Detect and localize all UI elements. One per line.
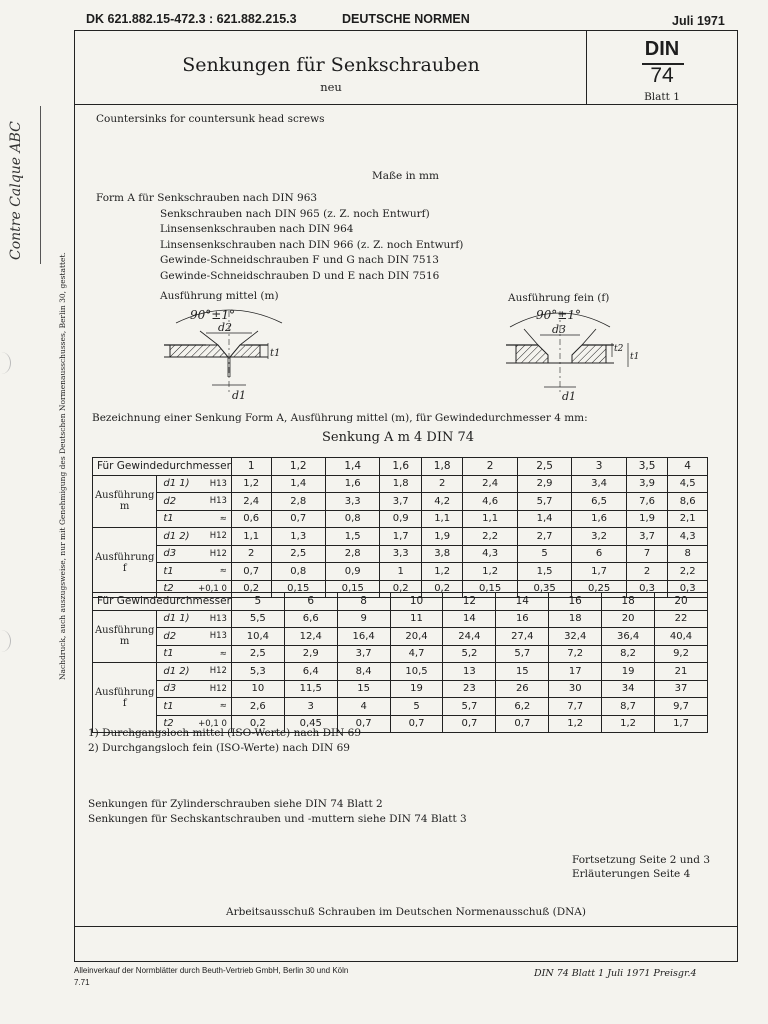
- execution-group-label: Ausführung m: [93, 475, 157, 528]
- value-cell: 9,2: [655, 645, 708, 663]
- designation-text: Bezeichnung einer Senkung Form A, Ausführung mittel (m), für Gewindedurchmesser 4 mm:: [92, 412, 588, 424]
- value-cell: 0,7: [390, 715, 443, 733]
- tolerance-cell: ≈: [192, 645, 231, 663]
- value-cell: 4,7: [390, 645, 443, 663]
- value-cell: 16: [496, 610, 549, 628]
- table-row: [93, 663, 708, 681]
- value-cell: 1,2: [421, 563, 462, 581]
- dimension-symbol: t1: [157, 645, 192, 663]
- value-cell: 2,8: [271, 493, 325, 511]
- diagram-angle-label: 90°±1°: [536, 308, 581, 322]
- value-cell: 0,35: [517, 580, 571, 598]
- value-cell: 34: [602, 680, 655, 698]
- value-cell: 9: [337, 610, 390, 628]
- diagram-d1-label: d1: [562, 390, 577, 403]
- dimension-symbol: t2: [157, 580, 192, 598]
- value-cell: 1,2: [463, 563, 517, 581]
- dimension-table-small: [92, 457, 708, 598]
- value-cell: 3: [284, 698, 337, 716]
- table-row: [93, 680, 708, 698]
- dimension-symbol: d2: [157, 628, 192, 646]
- form-a-label: Form A für: [96, 192, 154, 204]
- diagram-d2-label: d2: [218, 321, 233, 334]
- value-cell: 1,3: [271, 528, 325, 546]
- value-cell: 8: [668, 545, 708, 563]
- value-cell: 1,2: [549, 715, 602, 733]
- diameter-header-cell: 6: [284, 593, 337, 611]
- value-cell: 0,2: [380, 580, 421, 598]
- value-cell: 24,4: [443, 628, 496, 646]
- value-cell: 5,7: [517, 493, 571, 511]
- value-cell: 7: [626, 545, 667, 563]
- value-cell: 0,6: [231, 510, 271, 528]
- form-a-list: [96, 191, 463, 284]
- value-cell: 0,25: [572, 580, 626, 598]
- value-cell: 0,7: [337, 715, 390, 733]
- value-cell: 2,6: [231, 698, 284, 716]
- handwritten-note: Contre Calque ABC: [8, 121, 24, 260]
- value-cell: 1,9: [421, 528, 462, 546]
- value-cell: 10: [231, 680, 284, 698]
- value-cell: 2,4: [463, 475, 517, 493]
- footnote-2: 2) Durchgangsloch fein (ISO-Werte) nach DIN 69: [88, 742, 350, 754]
- tolerance-cell: H12: [192, 528, 231, 546]
- table-row: [93, 628, 708, 646]
- diameter-header-cell: 10: [390, 593, 443, 611]
- value-cell: 0,8: [271, 563, 325, 581]
- table-header-row: [93, 458, 708, 476]
- value-cell: 0,45: [284, 715, 337, 733]
- punch-hole-mark: [0, 630, 11, 652]
- value-cell: 13: [443, 663, 496, 681]
- value-cell: 8,7: [602, 698, 655, 716]
- value-cell: 2,2: [463, 528, 517, 546]
- tolerance-cell: H13: [192, 610, 231, 628]
- sheet-footer-ref: DIN 74 Blatt 1 Juli 1971 Preisgr.4: [534, 968, 697, 979]
- value-cell: 4,6: [463, 493, 517, 511]
- value-cell: 8,2: [602, 645, 655, 663]
- tolerance-cell: +0,1 0: [192, 715, 231, 733]
- table-row: [93, 510, 708, 528]
- value-cell: 3,9: [626, 475, 667, 493]
- countersink-fein-diagram: [496, 303, 646, 403]
- diagram-t2-label: t2: [614, 344, 624, 354]
- value-cell: 1,2: [231, 475, 271, 493]
- value-cell: 19: [602, 663, 655, 681]
- value-cell: 5,5: [231, 610, 284, 628]
- tolerance-cell: H12: [192, 680, 231, 698]
- value-cell: 17: [549, 663, 602, 681]
- value-cell: 4,3: [463, 545, 517, 563]
- value-cell: 26: [496, 680, 549, 698]
- value-cell: 1,5: [325, 528, 379, 546]
- execution-group-label: Ausführung f: [93, 663, 157, 733]
- form-a-item: Gewinde-Schneidschrauben F und G nach DIN 7513: [160, 254, 439, 266]
- diameter-header-cell: 1,4: [325, 458, 379, 476]
- table-row: [93, 610, 708, 628]
- value-cell: 1: [380, 563, 421, 581]
- value-cell: 5,2: [443, 645, 496, 663]
- value-cell: 27,4: [496, 628, 549, 646]
- value-cell: 7,2: [549, 645, 602, 663]
- value-cell: 2: [626, 563, 667, 581]
- value-cell: 2,5: [271, 545, 325, 563]
- value-cell: 32,4: [549, 628, 602, 646]
- value-cell: 5,7: [496, 645, 549, 663]
- diameter-header-cell: 1,2: [271, 458, 325, 476]
- diagram-t1-label: t1: [270, 348, 281, 359]
- dimension-symbol: d1 1): [157, 610, 192, 628]
- countersink-mittel-diagram: [160, 303, 290, 403]
- reprint-notice: Nachdruck, auch auszugsweise, nur mit Genehmigung des Deutschen Normenausschusses, Berlin 30, gestattet.: [58, 252, 67, 680]
- value-cell: 5: [390, 698, 443, 716]
- value-cell: 8,4: [337, 663, 390, 681]
- value-cell: 7,7: [549, 698, 602, 716]
- value-cell: 1,6: [572, 510, 626, 528]
- value-cell: 1,1: [421, 510, 462, 528]
- value-cell: 7,6: [626, 493, 667, 511]
- dimension-symbol: d3: [157, 680, 192, 698]
- din-label: DIN: [644, 38, 680, 60]
- table-row: [93, 545, 708, 563]
- value-cell: 0,15: [325, 580, 379, 598]
- value-cell: 36,4: [602, 628, 655, 646]
- value-cell: 19: [390, 680, 443, 698]
- value-cell: 4,3: [668, 528, 708, 546]
- value-cell: 2,2: [668, 563, 708, 581]
- value-cell: 22: [655, 610, 708, 628]
- value-cell: 3,7: [337, 645, 390, 663]
- dimension-symbol: t1: [157, 510, 192, 528]
- diameter-header-cell: 1,8: [421, 458, 462, 476]
- dimension-symbol: d1 2): [157, 528, 192, 546]
- issue-date: Juli 1971: [672, 14, 725, 28]
- value-cell: 11,5: [284, 680, 337, 698]
- diameter-header-cell: 2,5: [517, 458, 571, 476]
- value-cell: 16,4: [337, 628, 390, 646]
- value-cell: 2,7: [517, 528, 571, 546]
- value-cell: 1,7: [655, 715, 708, 733]
- value-cell: 12,4: [284, 628, 337, 646]
- value-cell: 6,2: [496, 698, 549, 716]
- value-cell: 3,3: [380, 545, 421, 563]
- reference-blatt-2: Senkungen für Zylinderschrauben siehe DIN 74 Blatt 2: [88, 798, 383, 810]
- table-header-row: [93, 593, 708, 611]
- form-a-item: Senkschrauben nach DIN 965 (z. Z. noch Entwurf): [160, 207, 430, 220]
- diameter-header-cell: 2: [463, 458, 517, 476]
- dimension-symbol: d1 2): [157, 663, 192, 681]
- value-cell: 6,6: [284, 610, 337, 628]
- value-cell: 2: [231, 545, 271, 563]
- value-cell: 0,15: [463, 580, 517, 598]
- diameter-header-cell: 1,6: [380, 458, 421, 476]
- value-cell: 21: [655, 663, 708, 681]
- diameter-header-cell: 1: [231, 458, 271, 476]
- value-cell: 3,2: [572, 528, 626, 546]
- tolerance-cell: H13: [192, 475, 231, 493]
- value-cell: 3,8: [421, 545, 462, 563]
- value-cell: 11: [390, 610, 443, 628]
- value-cell: 4: [337, 698, 390, 716]
- form-a-item: Linsensenkschrauben nach DIN 964: [160, 223, 354, 235]
- diameter-header-cell: 8: [337, 593, 390, 611]
- diameter-header-cell: 18: [602, 593, 655, 611]
- dimension-symbol: t2: [157, 715, 192, 733]
- title-divider: [74, 104, 738, 105]
- value-cell: 1,6: [325, 475, 379, 493]
- diagram-t1-label: t1: [630, 352, 640, 362]
- value-cell: 3,7: [380, 493, 421, 511]
- diameter-header-cell: 4: [668, 458, 708, 476]
- footnote-1: 1) Durchgangsloch mittel (ISO-Werte) nach DIN 69: [88, 727, 362, 739]
- publisher-label: DEUTSCHE NORMEN: [342, 12, 470, 26]
- tolerance-cell: ≈: [192, 563, 231, 581]
- value-cell: 23: [443, 680, 496, 698]
- value-cell: 0,3: [626, 580, 667, 598]
- value-cell: 2: [421, 475, 462, 493]
- diameter-header-cell: 12: [443, 593, 496, 611]
- table-header-label: Für Gewindedurchmesser: [93, 458, 232, 476]
- value-cell: 20: [602, 610, 655, 628]
- value-cell: 0,8: [325, 510, 379, 528]
- value-cell: 1,8: [380, 475, 421, 493]
- table-row: [93, 645, 708, 663]
- execution-group-label: Ausführung m: [93, 610, 157, 663]
- punch-hole-mark: [0, 352, 11, 374]
- diameter-header-cell: 3: [572, 458, 626, 476]
- tolerance-cell: H12: [192, 545, 231, 563]
- value-cell: 0,2: [421, 580, 462, 598]
- value-cell: 4,5: [668, 475, 708, 493]
- continuation-note: Fortsetzung Seite 2 und 3: [572, 854, 711, 866]
- dimension-symbol: d1 1): [157, 475, 192, 493]
- committee-line: Arbeitsausschuß Schrauben im Deutschen Normenausschuß (DNA): [226, 906, 586, 918]
- value-cell: 10,5: [390, 663, 443, 681]
- value-cell: 0,9: [380, 510, 421, 528]
- value-cell: 14: [443, 610, 496, 628]
- value-cell: 30: [549, 680, 602, 698]
- explanations-note: Erläuterungen Seite 4: [572, 868, 691, 880]
- diameter-header-cell: 5: [231, 593, 284, 611]
- value-cell: 1,9: [626, 510, 667, 528]
- units-note: Maße in mm: [372, 170, 439, 182]
- dimension-symbol: d3: [157, 545, 192, 563]
- execution-group-label: Ausführung f: [93, 528, 157, 598]
- diagram-angle-label: 90°±1°: [190, 308, 235, 322]
- table-row: [93, 493, 708, 511]
- table-row: [93, 528, 708, 546]
- page-subtitle: neu: [320, 80, 342, 94]
- reference-blatt-3: Senkungen für Sechskantschrauben und -muttern siehe DIN 74 Blatt 3: [88, 813, 467, 825]
- value-cell: 18: [549, 610, 602, 628]
- tolerance-cell: H12: [192, 663, 231, 681]
- value-cell: 0,2: [231, 580, 271, 598]
- diameter-header-cell: 20: [655, 593, 708, 611]
- table-header-label: Für Gewindedurchmesser: [93, 593, 232, 611]
- diameter-header-cell: 14: [496, 593, 549, 611]
- value-cell: 3,4: [572, 475, 626, 493]
- dimension-symbol: t1: [157, 698, 192, 716]
- tolerance-cell: H13: [192, 493, 231, 511]
- handwritten-underline: [40, 106, 41, 264]
- value-cell: 5,3: [231, 663, 284, 681]
- value-cell: 0,7: [443, 715, 496, 733]
- sheet-number: Blatt 1: [644, 91, 680, 103]
- value-cell: 6,5: [572, 493, 626, 511]
- value-cell: 1,1: [463, 510, 517, 528]
- table-row: [93, 698, 708, 716]
- tolerance-cell: ≈: [192, 698, 231, 716]
- value-cell: 6: [572, 545, 626, 563]
- value-cell: 2,5: [231, 645, 284, 663]
- title-block-divider: [586, 30, 587, 104]
- value-cell: 15: [496, 663, 549, 681]
- value-cell: 8,6: [668, 493, 708, 511]
- value-cell: 4,2: [421, 493, 462, 511]
- value-cell: 10,4: [231, 628, 284, 646]
- diagram-fein-label: Ausführung fein (f): [508, 292, 610, 304]
- bottom-divider: [74, 926, 738, 927]
- value-cell: 1,5: [517, 563, 571, 581]
- value-cell: 5: [517, 545, 571, 563]
- diameter-header-cell: 3,5: [626, 458, 667, 476]
- form-a-item: Senkschrauben nach DIN 963: [157, 192, 318, 204]
- din-number: 74: [650, 64, 674, 87]
- value-cell: 1,4: [517, 510, 571, 528]
- diagram-d1-label: d1: [232, 389, 247, 402]
- tolerance-cell: ≈: [192, 510, 231, 528]
- value-cell: 15: [337, 680, 390, 698]
- value-cell: 0,9: [325, 563, 379, 581]
- value-cell: 6,4: [284, 663, 337, 681]
- value-cell: 1,7: [572, 563, 626, 581]
- diameter-header-cell: 16: [549, 593, 602, 611]
- diagram-d3-label: d3: [552, 323, 567, 336]
- dimension-symbol: t1: [157, 563, 192, 581]
- value-cell: 40,4: [655, 628, 708, 646]
- value-cell: 2,9: [284, 645, 337, 663]
- table-row: [93, 475, 708, 493]
- table-row: [93, 563, 708, 581]
- value-cell: 0,7: [496, 715, 549, 733]
- value-cell: 0,7: [271, 510, 325, 528]
- value-cell: 1,7: [380, 528, 421, 546]
- value-cell: 2,1: [668, 510, 708, 528]
- page-title: Senkungen für Senkschrauben: [182, 54, 480, 76]
- value-cell: 0,3: [668, 580, 708, 598]
- value-cell: 0,7: [231, 563, 271, 581]
- value-cell: 0,2: [231, 715, 284, 733]
- document-code: DK 621.882.15-472.3 : 621.882.215.3: [86, 12, 297, 26]
- dimension-table-large: [92, 592, 708, 733]
- form-a-item: Gewinde-Schneidschrauben D und E nach DIN 7516: [160, 269, 440, 282]
- value-cell: 2,4: [231, 493, 271, 511]
- value-cell: 2,9: [517, 475, 571, 493]
- english-title: Countersinks for countersunk head screws: [96, 113, 325, 125]
- value-cell: 20,4: [390, 628, 443, 646]
- value-cell: 3,3: [325, 493, 379, 511]
- value-cell: 1,1: [231, 528, 271, 546]
- value-cell: 2,8: [325, 545, 379, 563]
- value-cell: 37: [655, 680, 708, 698]
- dimension-symbol: d2: [157, 493, 192, 511]
- value-cell: 0,15: [271, 580, 325, 598]
- value-cell: 9,7: [655, 698, 708, 716]
- value-cell: 1,2: [602, 715, 655, 733]
- value-cell: 3,7: [626, 528, 667, 546]
- print-date: 7.71: [74, 978, 90, 987]
- distributor-note: Alleinverkauf der Normblätter durch Beuth-Vertrieb GmbH, Berlin 30 und Köln: [74, 966, 349, 975]
- diagram-mittel-label: Ausführung mittel (m): [160, 290, 279, 302]
- value-cell: 1,4: [271, 475, 325, 493]
- value-cell: 5,7: [443, 698, 496, 716]
- tolerance-cell: H13: [192, 628, 231, 646]
- tolerance-cell: +0,1 0: [192, 580, 231, 598]
- designation-example: Senkung A m 4 DIN 74: [322, 430, 475, 445]
- form-a-item: Linsensenkschrauben nach DIN 966 (z. Z. noch Entwurf): [160, 238, 464, 251]
